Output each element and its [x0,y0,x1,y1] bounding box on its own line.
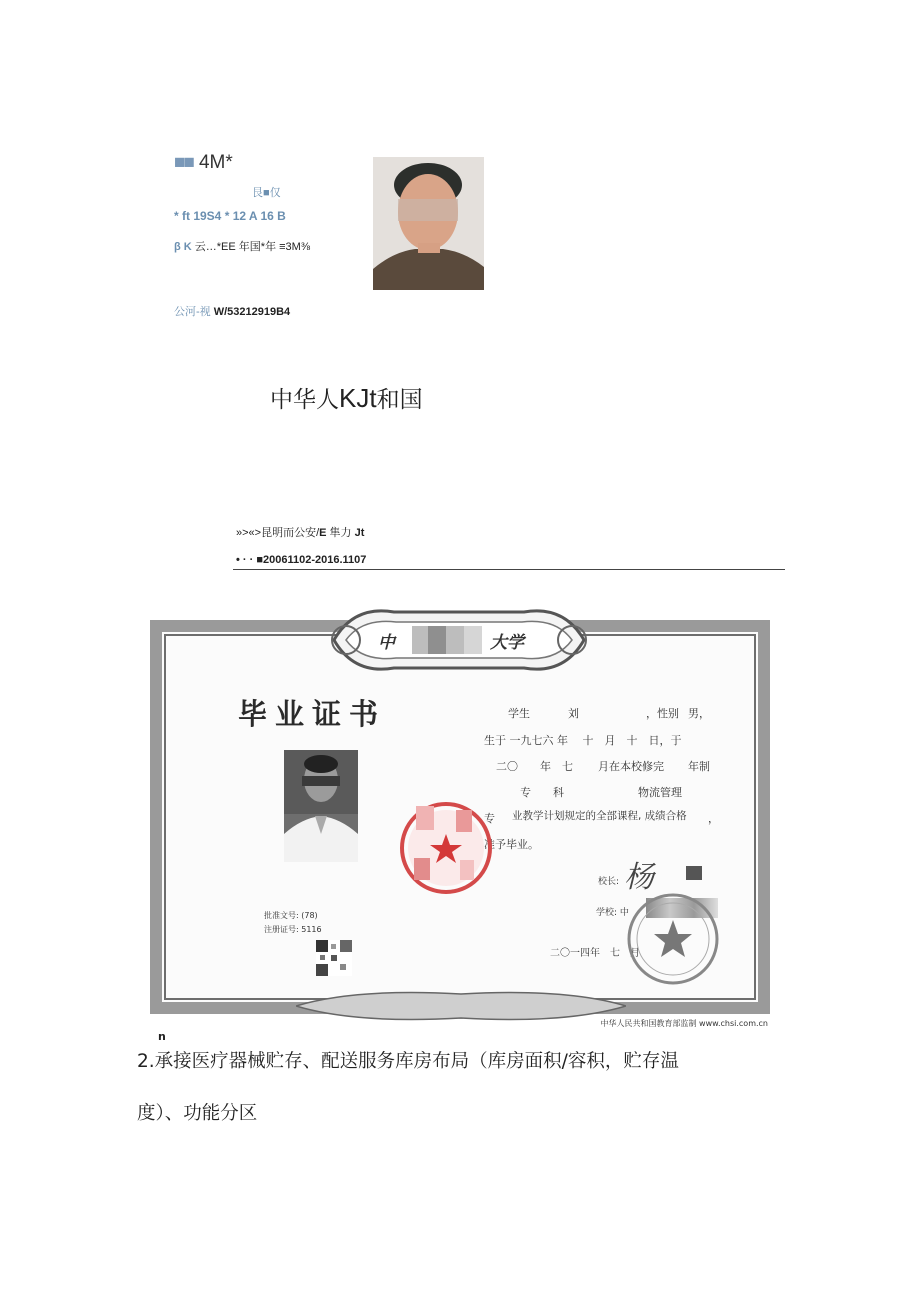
school-seal-icon [624,890,722,988]
red-seal-icon [398,800,494,896]
id-card-front [0,0,920,340]
ornament-banner-icon [324,600,594,678]
authority-bold: E [319,527,327,539]
cert-registration [264,924,322,935]
id-number-value: W/53212919B4 [213,306,291,318]
authority-text: »>«>昆明而公安/ [236,527,320,539]
portrait-icon [373,157,484,290]
id-validity-period: • · · ■20061102-2016.1107 [236,554,367,566]
note-marker: n [158,1030,166,1043]
school-banner-left: 中 [378,633,395,653]
cert-student-label: 学生 [508,707,530,720]
id-number-label: 公河-视 [174,306,211,318]
cert-principal-signature: 杨 [624,860,654,895]
authority-tail: 隼力 [326,527,352,539]
country-suffix: 和国 [376,387,423,413]
id-number-line [174,303,290,319]
id-address-label: β K [174,241,192,253]
certificate-footer: 中华人民共和国教育部监制 www.chsi.com.cn [600,1019,768,1028]
section-heading-line-2: 度）、功能分区 [137,1103,258,1124]
section-heading-line-1: 2.承接医疗器械贮存、配送服务库房布局（库房面积/容积，贮存温 [137,1051,679,1072]
cert-curriculum-prefix: 专 [484,812,495,825]
graduation-certificate [146,600,776,1030]
cert-birth-line: 生于 一九七六 年 十 月 十 日，于 [484,734,682,747]
ornament-bottom-icon [296,988,626,1024]
cert-major: 物流管理 [638,786,682,799]
id-country-title [270,381,423,414]
cert-completion: 月在本校修完 [598,760,664,773]
certificate-photo [284,750,358,862]
cert-reg-value: 5116 [301,925,322,934]
cert-issue-date: 二〇一四年 七 月 [550,948,640,959]
id-address-line [174,238,310,254]
authority-end: Jt [354,527,365,539]
cert-curriculum: 业教学计划规定的全部课程, 成绩合格 [512,810,687,822]
cert-curriculum-comma: ， [708,812,719,825]
id-birth-line [174,209,286,223]
id-portrait-photo [373,157,484,290]
id-issuing-authority [236,524,364,540]
id-address-value: 云…*EE 年国*年 ≡3M⅜ [194,241,311,253]
id-name-value: 4M* [198,152,233,173]
redaction-block [686,866,702,880]
id-name-line [174,152,233,174]
divider [233,569,785,570]
certificate-title: 毕业证书 [238,697,387,731]
qr-code-icon [316,940,352,976]
cert-principal-label: 校长: [598,877,620,887]
school-banner-right: 大学 [490,633,524,653]
cert-graduate: 准予毕业。 [484,838,539,851]
cert-approval-number: 批准文号: (78) [264,911,318,920]
cert-school-label: 学校: 中 [596,908,629,918]
cert-enroll-year: 二〇 年 七 [496,760,573,773]
cert-program-years: 年制 [688,760,710,773]
portrait-icon [284,750,358,862]
cert-student-name: 刘 [568,707,579,720]
id-birth-text: * ft 19S4 * 12 A 16 B [174,209,286,223]
cert-gender-value: 男， [688,707,710,720]
cert-level: 专 科 [520,786,564,799]
country-prefix: 中华人 [270,387,339,413]
id-name-squares: ■■ [174,152,193,173]
cert-gender-label: ，性别 [646,707,679,720]
cert-reg-label: 注册证号: [264,925,299,934]
country-mid: KJt [339,383,377,413]
id-nation-line: 艮■仅 [252,187,281,199]
